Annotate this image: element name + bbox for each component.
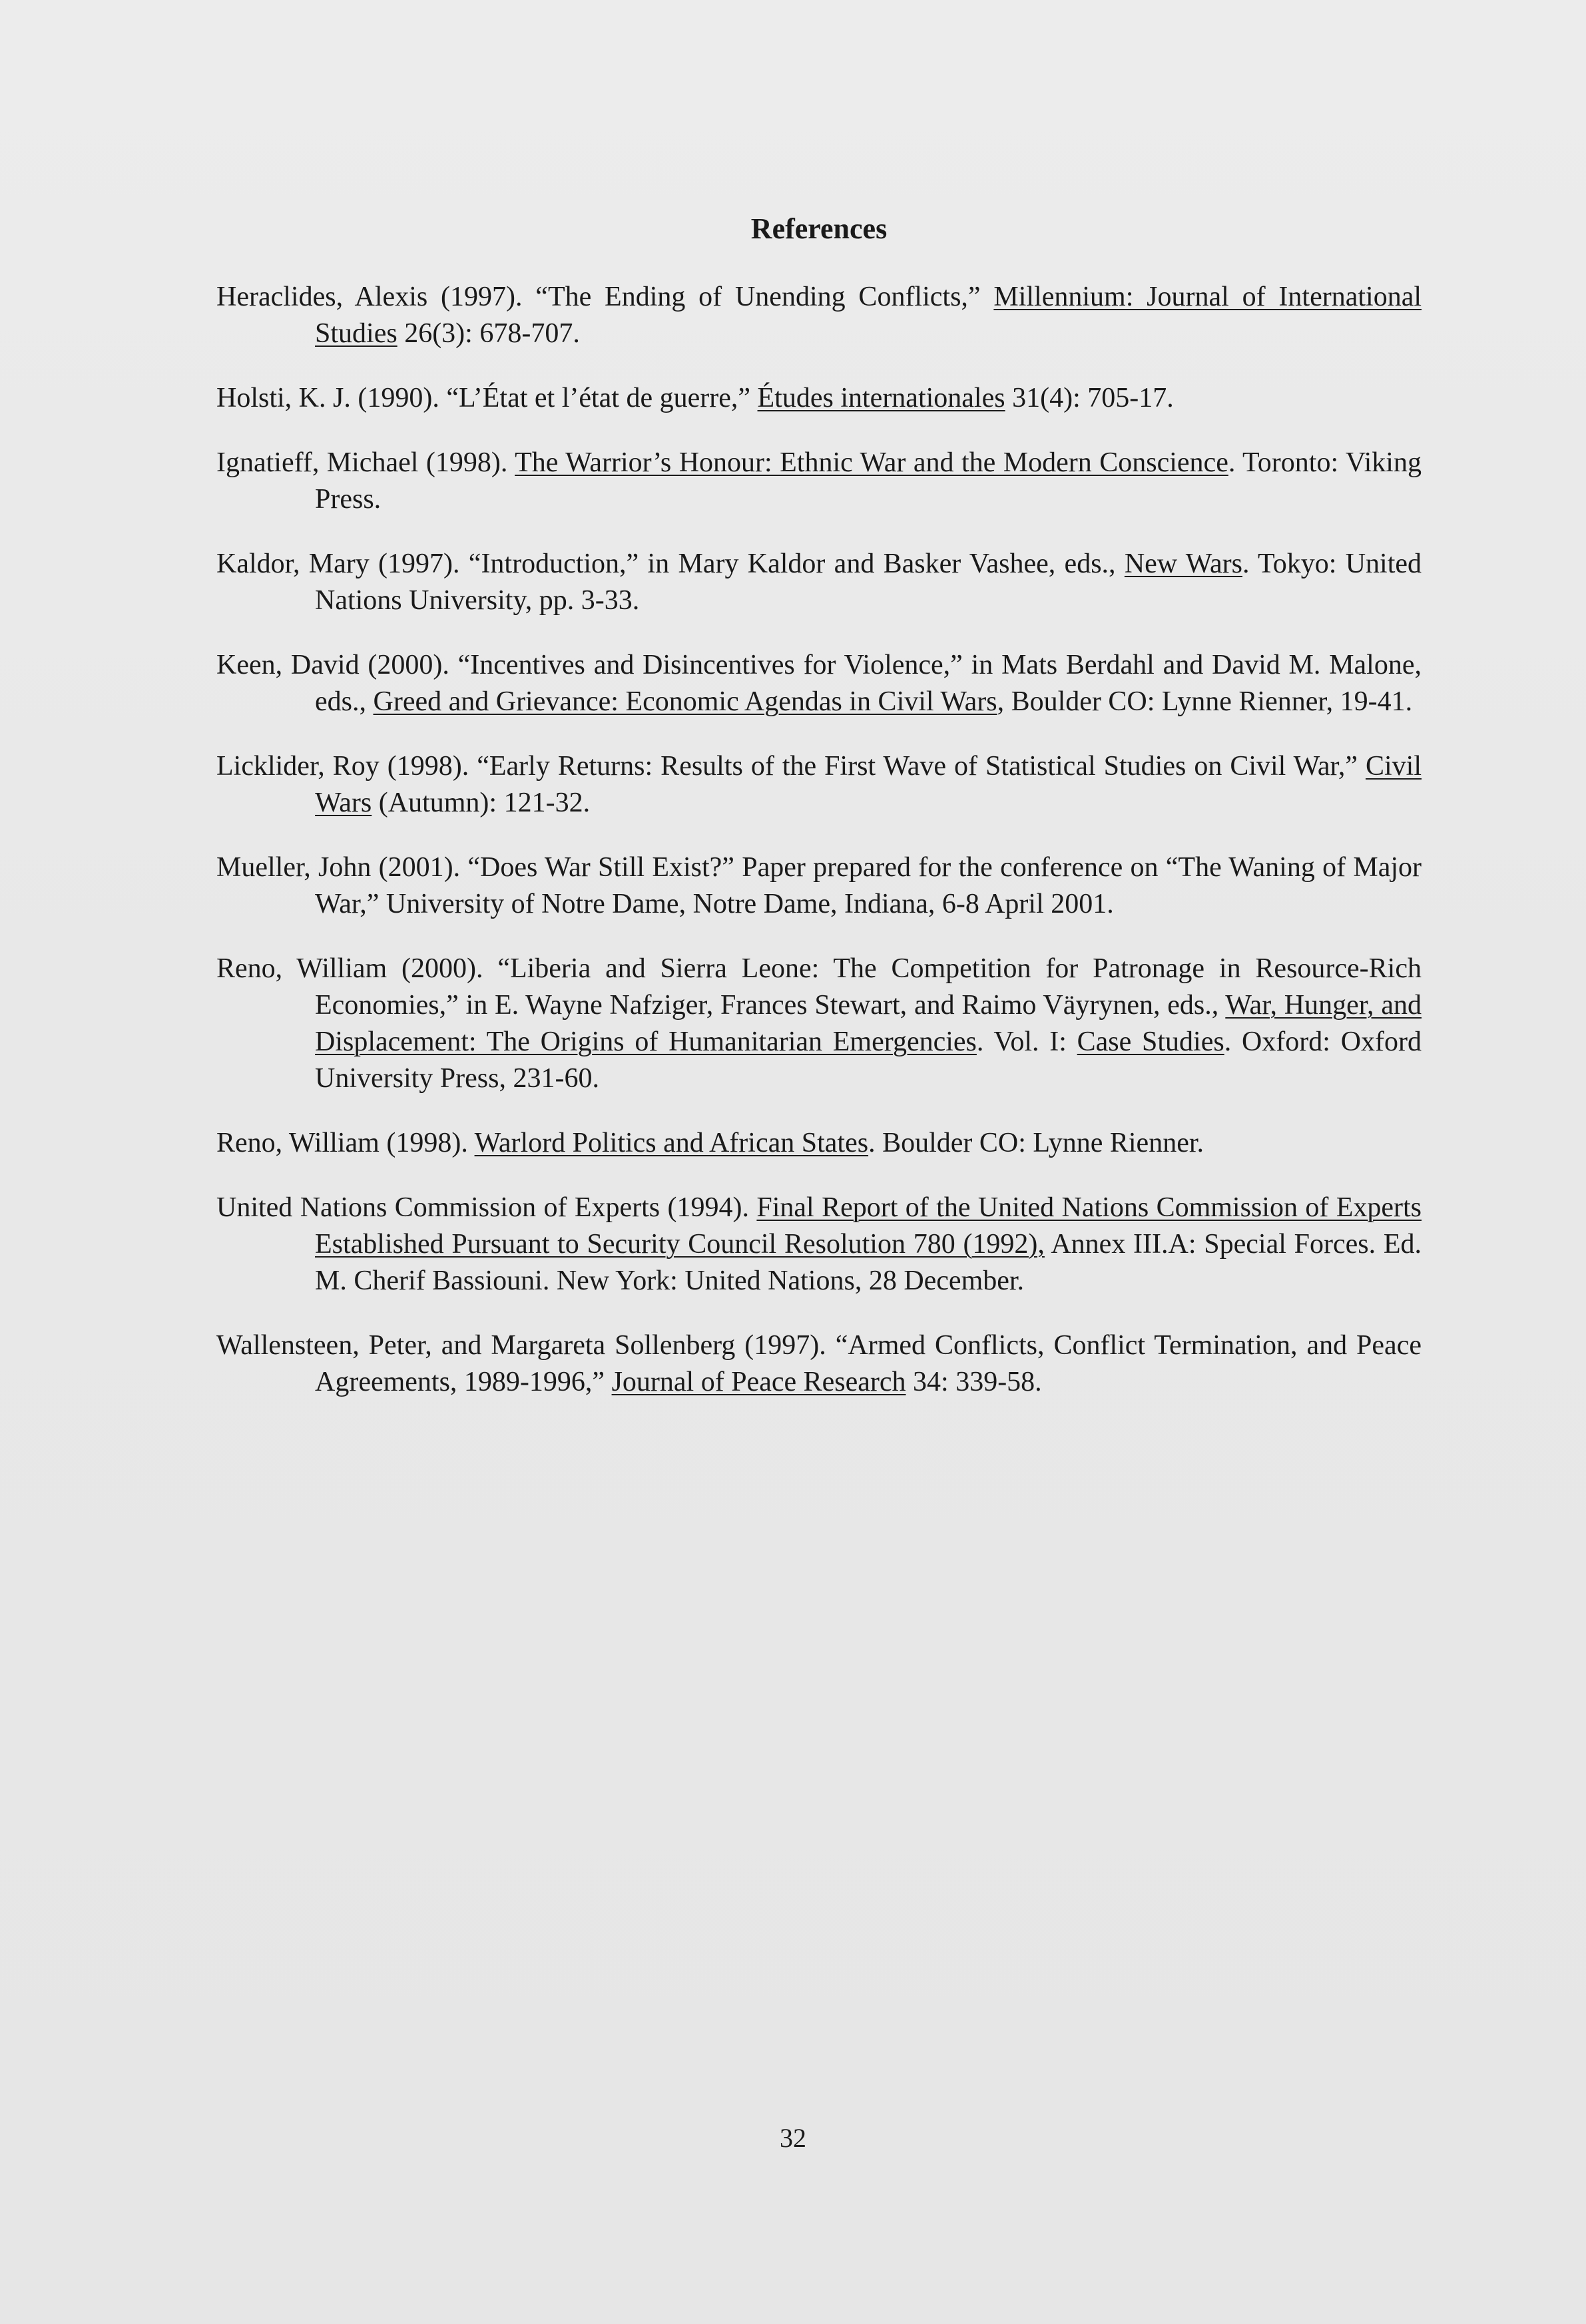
reference-entry: Reno, William (1998). Warlord Politics and African States. Boulder CO: Lynne Rienner. — [216, 1127, 1204, 1158]
reference-entry: Keen, David (2000). “Incentives and Disincentives for Violence,” in Mats Berdahl and David M. Malone, eds., Greed and Grievance: Economic Agendas in Civil Wars, Boulder CO: Lynne Rienner, 19-41. — [216, 649, 1422, 717]
reference-entry: Kaldor, Mary (1997). “Introduction,” in Mary Kaldor and Basker Vashee, eds., New Wars. Tokyo: United Nations University, pp. 3-33. — [216, 548, 1422, 616]
reference-entry: Licklider, Roy (1998). “Early Returns: Results of the First Wave of Statistical Studies on Civil War,” Civil Wars (Autumn): 121-32. — [216, 750, 1422, 818]
reference-entry: United Nations Commission of Experts (1994). Final Report of the United Nations Commission of Experts Established Pursuant to Security Council Resolution 780 (1992), Annex III.A: Special Forces. Ed. M. Cherif Bassiouni. New York: United Nations, 28 December. — [216, 1192, 1422, 1296]
reference-entry: Ignatieff, Michael (1998). The Warrior’s Honour: Ethnic War and the Modern Conscience. Toronto: Viking Press. — [216, 447, 1422, 515]
reference-entry: Holsti, K. J. (1990). “L’État et l’état de guerre,” Études internationales 31(4): 705-17. — [216, 382, 1174, 413]
page-number: 32 — [780, 2123, 806, 2153]
reference-entry: Wallensteen, Peter, and Margareta Sollenberg (1997). “Armed Conflicts, Conflict Termination, and Peace Agreements, 1989-1996,” Journal of Peace Research 34: 339-58. — [216, 1329, 1422, 1397]
references-section — [216, 212, 1422, 1403]
reference-entry: Reno, William (2000). “Liberia and Sierra Leone: The Competition for Patronage in Resource-Rich Economies,” in E. Wayne Nafziger, Frances Stewart, and Raimo Väyrynen, eds., War, Hunger, and Displacement: The Origins of Humanitarian Emergencies. Vol. I: Case Studies. Oxford: Oxford University Press, 231-60. — [216, 953, 1422, 1094]
reference-entry: Mueller, John (2001). “Does War Still Exist?” Paper prepared for the conference on “The Waning of Major War,” University of Notre Dame, Notre Dame, Indiana, 6-8 April 2001. — [216, 851, 1422, 919]
references-heading: References — [750, 212, 888, 245]
reference-entry: Heraclides, Alexis (1997). “The Ending of Unending Conflicts,” Millennium: Journal of International Studies 26(3): 678-707. — [216, 281, 1422, 349]
